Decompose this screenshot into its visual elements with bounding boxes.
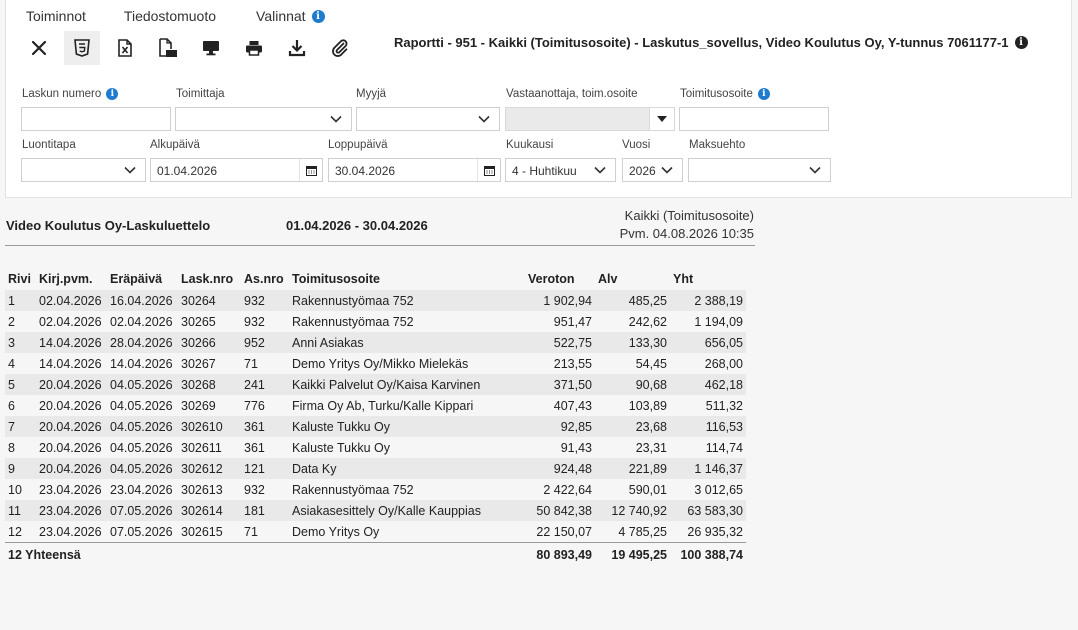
table-row bbox=[5, 521, 746, 543]
table-cell: 20.04.2026 bbox=[36, 374, 107, 395]
start-date-label bbox=[150, 139, 200, 151]
range-end: 30.04.2026 bbox=[362, 218, 428, 233]
delivery-address-label bbox=[680, 88, 770, 100]
month-label-text: Kuukausi bbox=[506, 139, 554, 151]
col-header: Eräpäivä bbox=[110, 272, 163, 286]
invoice-number-input[interactable] bbox=[21, 107, 171, 131]
col-header: Lask.nro bbox=[181, 272, 234, 286]
table-cell: 63 583,30 bbox=[670, 500, 746, 521]
table-cell: 04.05.2026 bbox=[107, 437, 178, 458]
end-date-label bbox=[328, 139, 387, 151]
screen-view-button[interactable] bbox=[193, 31, 229, 65]
table-cell: 30265 bbox=[178, 311, 241, 332]
table-cell: 302612 bbox=[178, 458, 241, 479]
report-heading: Video Koulutus Oy-Laskuluettelo bbox=[6, 218, 211, 233]
delivery-address-label-text: Toimitusosoite bbox=[680, 88, 753, 100]
table-cell: Kaikki Palvelut Oy/Kaisa Karvinen bbox=[289, 374, 525, 395]
year-label bbox=[622, 139, 650, 151]
table-cell: 14.04.2026 bbox=[107, 353, 178, 374]
toolbar bbox=[21, 31, 365, 65]
info-icon[interactable]: i bbox=[312, 10, 325, 23]
table-cell: Kaluste Tukku Oy bbox=[289, 416, 525, 437]
table-cell: 1 146,37 bbox=[670, 458, 746, 479]
menu-functions[interactable] bbox=[26, 6, 86, 26]
menu-bar bbox=[26, 6, 363, 26]
table-cell: Kaluste Tukku Oy bbox=[289, 437, 525, 458]
caret-down-icon[interactable] bbox=[649, 108, 674, 130]
table-cell: 3 012,65 bbox=[670, 479, 746, 500]
month-label bbox=[506, 139, 553, 151]
table-cell: 23,68 bbox=[595, 416, 670, 437]
table-cell: 14.04.2026 bbox=[36, 332, 107, 353]
col-header: As.nro bbox=[244, 272, 284, 286]
table-cell: 302611 bbox=[178, 437, 241, 458]
report-title-text: Raportti - 951 - Kaikki (Toimitusosoite) - Laskutus_sovellus, Video Koulutus Oy, Y-tunnus 7061177-1 bbox=[394, 35, 1009, 50]
close-button[interactable] bbox=[21, 31, 57, 65]
recipient-label-text: Vastaanottaja, toim.osoite bbox=[506, 88, 638, 100]
table-cell: 07.05.2026 bbox=[107, 500, 178, 521]
table-cell: 302614 bbox=[178, 500, 241, 521]
table-cell: 23.04.2026 bbox=[36, 479, 107, 500]
report-meta bbox=[560, 207, 754, 243]
table-row bbox=[5, 458, 746, 479]
table-cell: 133,30 bbox=[595, 332, 670, 353]
col-header: Toimitusosoite bbox=[292, 272, 380, 286]
calendar-icon[interactable] bbox=[477, 159, 500, 181]
total-yht: 100 388,74 bbox=[670, 543, 746, 567]
divider bbox=[5, 245, 755, 246]
chevron-down-icon bbox=[124, 165, 136, 175]
table-cell: 951,47 bbox=[525, 311, 595, 332]
table-cell: 23.04.2026 bbox=[36, 500, 107, 521]
table-cell: 30268 bbox=[178, 374, 241, 395]
start-date-label-text: Alkupäivä bbox=[150, 139, 200, 151]
table-cell: 91,43 bbox=[525, 437, 595, 458]
table-cell: 54,45 bbox=[595, 353, 670, 374]
table-cell: 9 bbox=[5, 458, 36, 479]
table-cell: 2 388,19 bbox=[670, 290, 746, 311]
col-header: Veroton bbox=[528, 272, 575, 286]
table-cell: 02.04.2026 bbox=[36, 311, 107, 332]
table-cell: 241 bbox=[241, 374, 289, 395]
table-cell: 103,89 bbox=[595, 395, 670, 416]
table-cell: 20.04.2026 bbox=[36, 437, 107, 458]
creation-method-label bbox=[22, 139, 76, 151]
table-cell: 213,55 bbox=[525, 353, 595, 374]
table-cell: 242,62 bbox=[595, 311, 670, 332]
supplier-label-text: Toimittaja bbox=[176, 88, 225, 100]
table-cell: 04.05.2026 bbox=[107, 374, 178, 395]
table-cell: 30267 bbox=[178, 353, 241, 374]
table-cell: 14.04.2026 bbox=[36, 353, 107, 374]
table-cell: 114,74 bbox=[670, 437, 746, 458]
table-cell: 30266 bbox=[178, 332, 241, 353]
seller-select[interactable] bbox=[356, 107, 500, 131]
table-cell: 23.04.2026 bbox=[107, 479, 178, 500]
table-cell: 23.04.2026 bbox=[36, 521, 107, 543]
invoice-number-label-text: Laskun numero bbox=[22, 88, 102, 100]
table-cell: 4 785,25 bbox=[595, 521, 670, 543]
table-cell: 7 bbox=[5, 416, 36, 437]
table-cell: 924,48 bbox=[525, 458, 595, 479]
table-cell: 121 bbox=[241, 458, 289, 479]
col-header: Rivi bbox=[8, 272, 31, 286]
table-cell: Rakennustyömaa 752 bbox=[289, 311, 525, 332]
chevron-down-icon bbox=[661, 165, 673, 175]
delivery-address-input[interactable] bbox=[679, 107, 829, 131]
info-icon[interactable]: i bbox=[758, 88, 770, 100]
table-cell: 20.04.2026 bbox=[36, 458, 107, 479]
col-header: Alv bbox=[598, 272, 618, 286]
invoice-number-label bbox=[22, 88, 118, 100]
table-cell: Data Ky bbox=[289, 458, 525, 479]
table-cell: 8 bbox=[5, 437, 36, 458]
screen-icon bbox=[202, 40, 220, 56]
table-cell: 04.05.2026 bbox=[107, 395, 178, 416]
table-row bbox=[5, 416, 746, 437]
html5-export-button[interactable] bbox=[64, 31, 100, 65]
table-cell: 1 194,09 bbox=[670, 311, 746, 332]
attachment-button[interactable] bbox=[322, 31, 358, 65]
html5-icon bbox=[74, 39, 90, 57]
month-select[interactable] bbox=[505, 158, 616, 182]
download-icon bbox=[288, 39, 306, 57]
total-label: 12 Yhteensä bbox=[5, 543, 525, 567]
table-cell: 590,01 bbox=[595, 479, 670, 500]
table-cell: 22 150,07 bbox=[525, 521, 595, 543]
table-cell: Asiakasesittely Oy/Kalle Kauppias bbox=[289, 500, 525, 521]
report-date-range bbox=[286, 218, 428, 233]
table-cell: 4 bbox=[5, 353, 36, 374]
col-header: Yht bbox=[673, 272, 694, 286]
table-cell: 02.04.2026 bbox=[36, 290, 107, 311]
end-date-value: 30.04.2026 bbox=[335, 164, 396, 178]
table-cell: Demo Yritys Oy/Mikko Mielekäs bbox=[289, 353, 525, 374]
menu-file-format-label: Tiedostomuoto bbox=[123, 8, 217, 24]
table-cell: 5 bbox=[5, 374, 36, 395]
table-cell: 16.04.2026 bbox=[107, 290, 178, 311]
table-row bbox=[5, 332, 746, 353]
table-cell: 361 bbox=[241, 437, 289, 458]
menu-options-label: Valinnat bbox=[256, 8, 306, 24]
table-cell: 11 bbox=[5, 500, 36, 521]
table-cell: 3 bbox=[5, 332, 36, 353]
excel-icon bbox=[117, 39, 133, 57]
recipient-label bbox=[506, 88, 637, 100]
table-cell: 2 422,64 bbox=[525, 479, 595, 500]
print-icon bbox=[245, 40, 263, 56]
recipient-select[interactable] bbox=[505, 107, 675, 131]
table-row bbox=[5, 437, 746, 458]
year-select[interactable] bbox=[622, 158, 683, 182]
end-date-label-text: Loppupäivä bbox=[328, 139, 388, 151]
table-row bbox=[5, 290, 746, 311]
payment-term-label-text: Maksuehto bbox=[689, 139, 746, 151]
table-cell: 302613 bbox=[178, 479, 241, 500]
table-cell: 71 bbox=[241, 353, 289, 374]
print-button[interactable] bbox=[236, 31, 272, 65]
excel-export-button[interactable] bbox=[107, 31, 143, 65]
menu-options[interactable] bbox=[256, 6, 325, 26]
table-cell: 462,18 bbox=[670, 374, 746, 395]
table-cell: 371,50 bbox=[525, 374, 595, 395]
table-cell: 12 bbox=[5, 521, 36, 543]
table-cell: 02.04.2026 bbox=[107, 311, 178, 332]
seller-label bbox=[356, 88, 386, 100]
chevron-down-icon bbox=[594, 165, 606, 175]
report-scope: Kaikki (Toimitusosoite) bbox=[624, 208, 754, 223]
table-cell: 302610 bbox=[178, 416, 241, 437]
start-date-input[interactable] bbox=[150, 158, 323, 182]
table-cell: 04.05.2026 bbox=[107, 416, 178, 437]
table-cell: Demo Yritys Oy bbox=[289, 521, 525, 543]
pdf-export-button[interactable] bbox=[150, 31, 186, 65]
table-cell: 361 bbox=[241, 416, 289, 437]
table-cell: 50 842,38 bbox=[525, 500, 595, 521]
payment-term-select[interactable] bbox=[688, 158, 831, 182]
table-cell: 485,25 bbox=[595, 290, 670, 311]
table-cell: 407,43 bbox=[525, 395, 595, 416]
chevron-down-icon bbox=[478, 114, 490, 124]
payment-term-label bbox=[689, 139, 745, 151]
table-row bbox=[5, 395, 746, 416]
table-header-row bbox=[5, 268, 746, 290]
table-row bbox=[5, 500, 746, 521]
table-cell: 71 bbox=[241, 521, 289, 543]
table-cell: 2 bbox=[5, 311, 36, 332]
total-alv: 19 495,25 bbox=[595, 543, 670, 567]
report-printed-date: Pvm. 04.08.2026 10:35 bbox=[619, 226, 754, 241]
table-cell: 181 bbox=[241, 500, 289, 521]
table-cell: 92,85 bbox=[525, 416, 595, 437]
table-cell: 932 bbox=[241, 311, 289, 332]
range-separator: - bbox=[354, 218, 360, 233]
table-cell: 07.05.2026 bbox=[107, 521, 178, 543]
table-cell: 522,75 bbox=[525, 332, 595, 353]
table-cell: 10 bbox=[5, 479, 36, 500]
table-cell: Anni Asiakas bbox=[289, 332, 525, 353]
menu-file-format[interactable] bbox=[124, 6, 216, 26]
table-row bbox=[5, 374, 746, 395]
table-cell: 12 740,92 bbox=[595, 500, 670, 521]
table-cell: 30264 bbox=[178, 290, 241, 311]
chevron-down-icon bbox=[330, 114, 342, 124]
invoice-table bbox=[5, 268, 746, 566]
creation-method-select[interactable] bbox=[21, 158, 146, 182]
pdf-icon bbox=[158, 38, 178, 58]
chevron-down-icon bbox=[809, 165, 821, 175]
year-label-text: Vuosi bbox=[622, 139, 651, 151]
table-cell: 511,32 bbox=[670, 395, 746, 416]
end-date-input[interactable] bbox=[328, 158, 501, 182]
table-cell: 268,00 bbox=[670, 353, 746, 374]
menu-functions-label: Toiminnot bbox=[26, 8, 86, 24]
report-info-icon[interactable]: i bbox=[1015, 36, 1028, 49]
table-cell: 90,68 bbox=[595, 374, 670, 395]
table-cell: 20.04.2026 bbox=[36, 395, 107, 416]
table-cell: 776 bbox=[241, 395, 289, 416]
year-value: 2026 bbox=[629, 164, 656, 178]
month-value: 4 - Huhtikuu bbox=[512, 164, 577, 178]
table-cell: 23,31 bbox=[595, 437, 670, 458]
creation-method-label-text: Luontitapa bbox=[22, 139, 76, 151]
table-row bbox=[5, 353, 746, 374]
report-settings-panel bbox=[5, 0, 1072, 198]
attachment-icon bbox=[331, 39, 349, 57]
table-row bbox=[5, 311, 746, 332]
calendar-icon[interactable] bbox=[299, 159, 322, 181]
table-cell: Rakennustyömaa 752 bbox=[289, 290, 525, 311]
supplier-label bbox=[176, 88, 225, 100]
table-cell: 656,05 bbox=[670, 332, 746, 353]
table-cell: 30269 bbox=[178, 395, 241, 416]
table-cell: Rakennustyömaa 752 bbox=[289, 479, 525, 500]
table-cell: 04.05.2026 bbox=[107, 458, 178, 479]
table-cell: 116,53 bbox=[670, 416, 746, 437]
table-cell: 932 bbox=[241, 479, 289, 500]
download-button[interactable] bbox=[279, 31, 315, 65]
table-cell: 20.04.2026 bbox=[36, 416, 107, 437]
total-row bbox=[5, 543, 746, 567]
range-start: 01.04.2026 bbox=[286, 218, 352, 233]
table-cell: 28.04.2026 bbox=[107, 332, 178, 353]
table-row bbox=[5, 479, 746, 500]
seller-label-text: Myyjä bbox=[356, 88, 387, 100]
supplier-select[interactable] bbox=[175, 107, 352, 131]
total-veroton: 80 893,49 bbox=[525, 543, 595, 567]
table-cell: Firma Oy Ab, Turku/Kalle Kippari bbox=[289, 395, 525, 416]
table-cell: 302615 bbox=[178, 521, 241, 543]
close-icon bbox=[31, 40, 47, 56]
table-cell: 1 bbox=[5, 290, 36, 311]
table-cell: 6 bbox=[5, 395, 36, 416]
table-cell: 26 935,32 bbox=[670, 521, 746, 543]
table-cell: 1 902,94 bbox=[525, 290, 595, 311]
col-header: Kirj.pvm. bbox=[39, 272, 93, 286]
table-cell: 932 bbox=[241, 290, 289, 311]
start-date-value: 01.04.2026 bbox=[157, 164, 218, 178]
table-cell: 221,89 bbox=[595, 458, 670, 479]
report-title bbox=[394, 35, 1028, 50]
table-cell: 952 bbox=[241, 332, 289, 353]
info-icon[interactable]: i bbox=[106, 88, 118, 100]
